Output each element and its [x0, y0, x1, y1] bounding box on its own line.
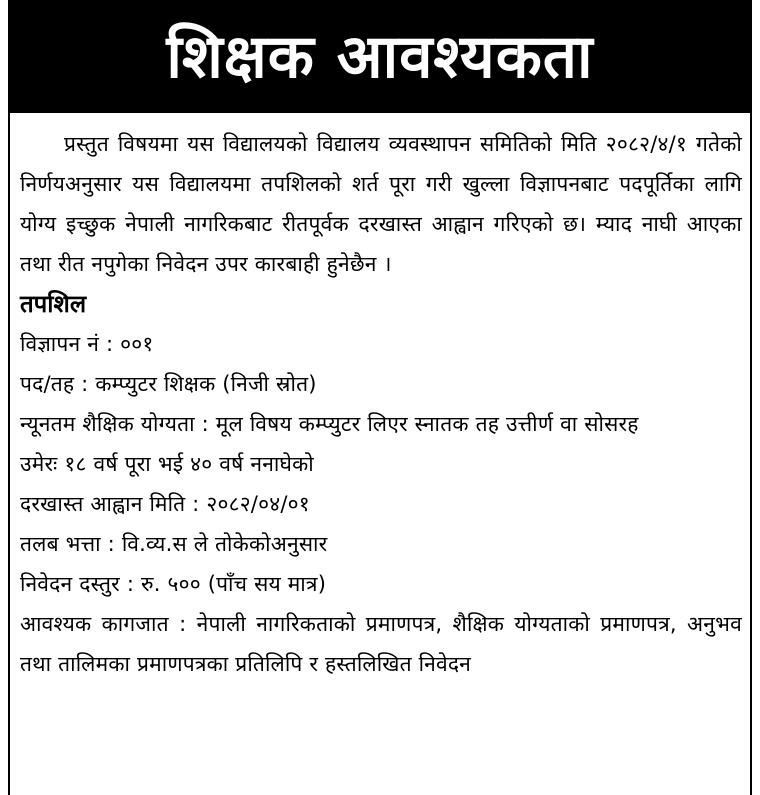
detail-value: कम्प्युटर शिक्षक (निजी स्रोत) — [95, 372, 317, 396]
detail-label: विज्ञापन नं — [20, 332, 100, 356]
detail-value: वि.व्य.स ले तोकेकोअनुसार — [121, 532, 328, 556]
detail-label: पद/तह — [20, 372, 75, 396]
detail-label: दरखास्त आह्वान मिति — [20, 492, 186, 516]
detail-minimum-qualification — [20, 404, 742, 444]
detail-separator: : — [185, 492, 207, 516]
vacancy-notice — [8, 0, 752, 795]
detail-value: नेपाली नागरिकताको प्रमाणपत्र, शैक्षिक योग्यताको प्रमाणपत्र, अनुभव तथा तालिमका प्रमाणपत्रका प्रतिलिपि र हस्तलिखित निवेदन — [20, 612, 742, 676]
detail-separator: : — [119, 572, 141, 596]
detail-age — [20, 444, 742, 484]
detail-value: २०८२/०४/०१ — [206, 492, 310, 516]
detail-application-date — [20, 484, 742, 524]
detail-application-fee — [20, 564, 742, 604]
detail-salary — [20, 524, 742, 564]
detail-value: रु. ५०० (पाँच सय मात्र) — [140, 572, 327, 596]
detail-separator: : — [168, 612, 197, 636]
detail-required-documents — [20, 604, 742, 684]
detail-label: तलब भत्ता — [20, 532, 101, 556]
intro-paragraph: प्रस्तुत विषयमा यस विद्यालयको विद्यालय व्यवस्थापन समितिको मिति २०८२/४/१ गतेको निर्णयअनुसार यस विद्यालयमा तपशिलको शर्त पूरा गरी खुल्ला विज्ञापनबाट पदपूर्तिका लागि योग्य इच्छुक नेपाली नागरिकबाट रीतपूर्वक दरखास्त आह्वान गरिएको छ। म्याद नाघी आएका तथा रीत नपुगेका निवेदन उपर कारबाही हुनेछैन । — [20, 132, 742, 276]
detail-separator: : — [99, 332, 121, 356]
details-list — [20, 324, 742, 684]
detail-post-level — [20, 364, 742, 404]
detail-separator: : — [194, 412, 216, 436]
detail-advertisement-number — [20, 324, 742, 364]
detail-separator: : — [74, 372, 96, 396]
details-heading: तपशिल — [20, 290, 87, 318]
notice-title: शिक्षक आवश्यकता — [166, 21, 594, 92]
detail-label: निवेदन दस्तुर — [20, 572, 120, 596]
detail-label: आवश्यक कागजात — [20, 612, 169, 636]
detail-value: मूल विषय कम्प्युटर लिएर स्नातक तह उत्तीर्ण वा सोसरह — [215, 412, 639, 436]
title-banner — [10, 0, 750, 113]
detail-separator: : — [100, 532, 122, 556]
detail-label: उमेरः — [20, 452, 58, 476]
detail-label: न्यूनतम शैक्षिक योग्यता — [20, 412, 195, 436]
notice-body — [20, 124, 742, 684]
detail-value: ००१ — [120, 332, 154, 356]
detail-value: १८ वर्ष पूरा भई ४० वर्ष ननाघेको — [64, 452, 314, 476]
